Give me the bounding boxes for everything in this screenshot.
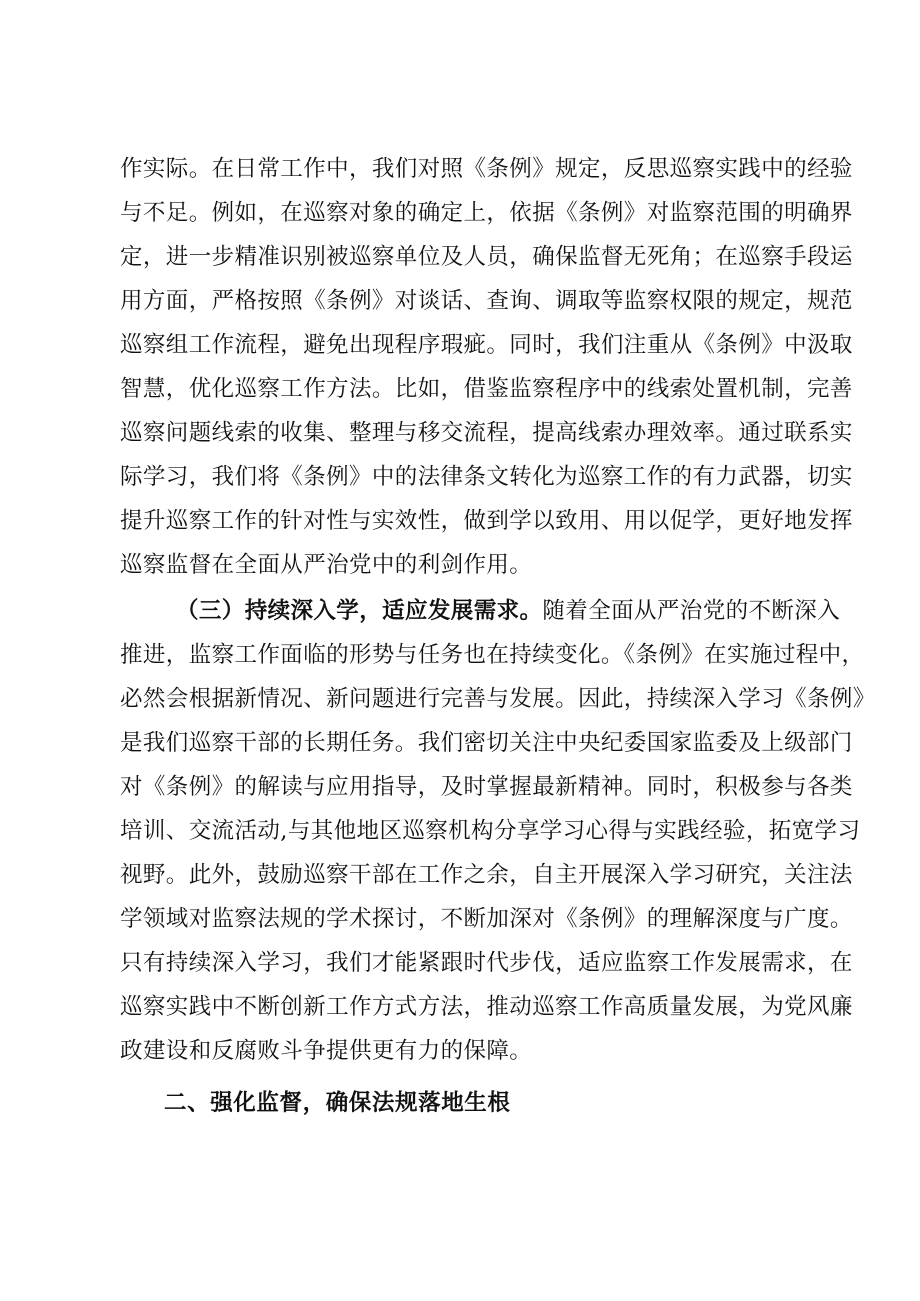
paragraph-line: 作实际。在日常工作中，我们对照《条例》规定，反思巡察实践中的经验 [120, 156, 853, 182]
paragraph-line: 是我们巡察干部的长期任务。我们密切关注中央纪委国家监委及上级部门 [120, 730, 853, 756]
paragraph-first-line [176, 596, 841, 626]
paragraph-line: 视野。此外，鼓励巡察干部在工作之余，自主开展深入学习研究，关注法 [120, 862, 853, 888]
paragraph-line: 定，进一步精准识别被巡察单位及人员，确保监督无死角；在巡察手段运 [120, 244, 853, 270]
paragraph-line: 巡察实践中不断创新工作方式方法，推动巡察工作高质量发展，为党风廉 [120, 994, 853, 1020]
paragraph-line: 对《条例》的解读与应用指导，及时掌握最新精神。同时，积极参与各类 [120, 774, 853, 800]
paragraph-line: 提升巡察工作的针对性与实效性，做到学以致用、用以促学，更好地发挥 [120, 508, 853, 534]
paragraph-line: 政建设和反腐败斗争提供更有力的保障。 [120, 1038, 533, 1064]
paragraph-line: 与不足。例如，在巡察对象的确定上，依据《条例》对监察范围的明确界 [120, 200, 853, 226]
paragraph-line-rest: 随着全面从严治党的不断深入 [542, 598, 841, 624]
subsection-lead: （三）持续深入学，适应发展需求。 [176, 598, 543, 624]
paragraph-line: 培训、交流活动,与其他地区巡察机构分享学习心得与实践经验，拓宽学习 [120, 818, 861, 844]
paragraph-line: 只有持续深入学习，我们才能紧跟时代步伐，适应监察工作发展需求，在 [120, 950, 853, 976]
paragraph-line: 巡察问题线索的收集、整理与移交流程，提高线索办理效率。通过联系实 [120, 420, 853, 446]
section-heading: 二、强化监督，确保法规落地生根 [164, 1090, 511, 1116]
paragraph-line: 智慧，优化巡察工作方法。比如，借鉴监察程序中的线索处置机制，完善 [120, 376, 853, 402]
paragraph-line: 推进，监察工作面临的形势与任务也在持续变化。《条例》在实施过程中， [120, 642, 865, 668]
paragraph-line: 用方面，严格按照《条例》对谈话、查询、调取等监察权限的规定，规范 [120, 288, 853, 314]
paragraph-line: 必然会根据新情况、新问题进行完善与发展。因此，持续深入学习《条例》 [120, 686, 876, 712]
paragraph-line: 际学习，我们将《条例》中的法律条文转化为巡察工作的有力武器，切实 [120, 464, 853, 490]
paragraph-line: 学领域对监察法规的学术探讨，不断加深对《条例》的理解深度与广度。 [120, 906, 853, 932]
paragraph-line: 巡察监督在全面从严治党中的利剑作用。 [120, 552, 533, 578]
paragraph-line: 巡察组工作流程，避免出现程序瑕疵。同时，我们注重从《条例》中汲取 [120, 332, 853, 358]
